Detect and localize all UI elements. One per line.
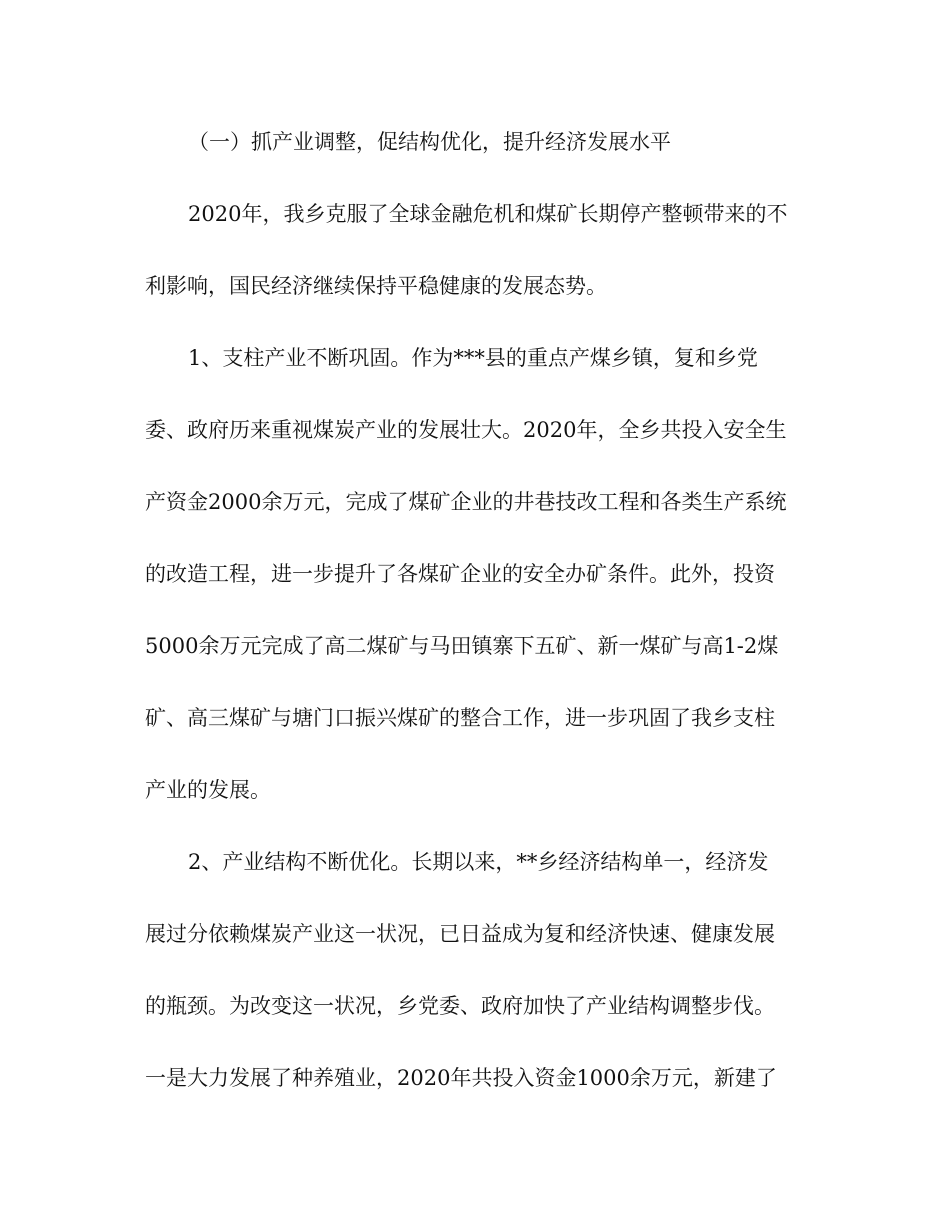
paragraph-line: 展过分依赖煤炭产业这一状况，已日益成为复和经济快速、健康发展 <box>145 922 775 946</box>
paragraph-line: 2020年，我乡克服了全球金融危机和煤矿长期停产整顿带来的不 <box>188 202 788 226</box>
paragraph-line: 一是大力发展了种养殖业，2020年共投入资金1000余万元，新建了 <box>145 1066 777 1090</box>
paragraph-line: 的改造工程，进一步提升了各煤矿企业的安全办矿条件。此外，投资 <box>145 562 775 586</box>
paragraph-line: 5000余万元完成了高二煤矿与马田镇寨下五矿、新一煤矿与高1-2煤 <box>145 634 779 658</box>
paragraph-line: 产业的发展。 <box>145 778 271 802</box>
paragraph-line: 1、支柱产业不断巩固。作为***县的重点产煤乡镇，复和乡党 <box>188 346 758 370</box>
section-heading: （一）抓产业调整，促结构优化，提升经济发展水平 <box>188 130 671 154</box>
paragraph-line: 委、政府历来重视煤炭产业的发展壮大。2020年，全乡共投入安全生 <box>145 418 787 442</box>
paragraph-line: 产资金2000余万元，完成了煤矿企业的井巷技改工程和各类生产系统 <box>145 490 787 514</box>
paragraph-line: 的瓶颈。为改变这一状况，乡党委、政府加快了产业结构调整步伐。 <box>145 994 775 1018</box>
paragraph-line: 利影响，国民经济继续保持平稳健康的发展态势。 <box>145 274 607 298</box>
paragraph-line: 矿、高三煤矿与塘门口振兴煤矿的整合工作，进一步巩固了我乡支柱 <box>145 706 775 730</box>
paragraph-line: 2、产业结构不断优化。长期以来，**乡经济结构单一，经济发 <box>188 850 769 874</box>
